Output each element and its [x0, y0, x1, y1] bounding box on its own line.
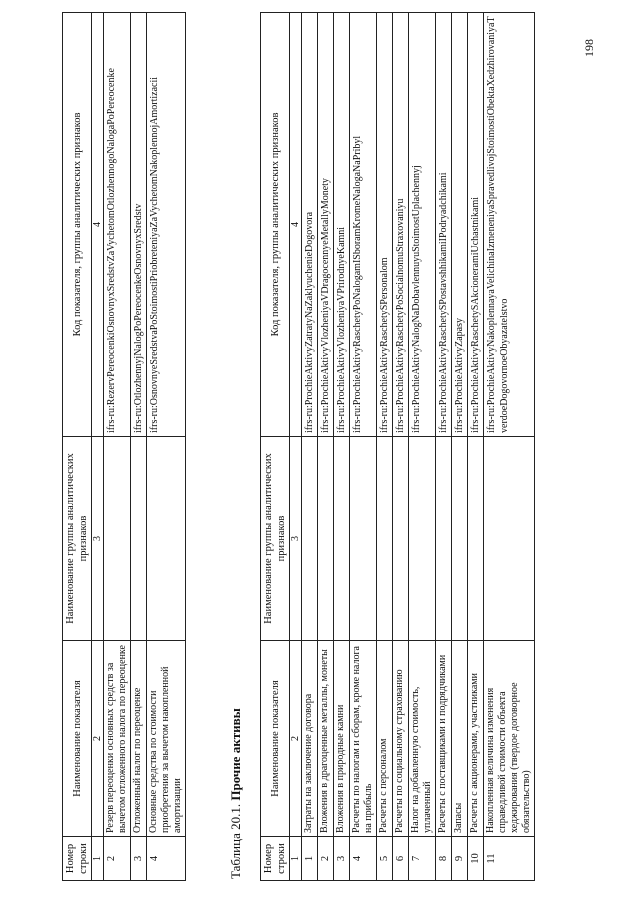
- header-row-number: Номер строки: [261, 837, 290, 881]
- indicator-name: Резерв переоценки основных средств за вычетом отложенного налога по переоценке: [104, 641, 131, 837]
- header-code: Код показателя, группы аналитических признаков: [63, 13, 92, 437]
- indicator-code: ifrs-ru:ProchieAktivyZatratyNaZaklyuchenieDogovora: [302, 13, 318, 437]
- header-indicator-name: Наименование показателя: [261, 641, 290, 837]
- header-group-name: Наименование группы аналитических признаков: [63, 437, 92, 641]
- row-number: 4: [350, 837, 377, 881]
- table-row: [147, 13, 186, 881]
- indicator-code: ifrs-ru:RezervPereocenkiOsnovnyxSredstvZaVychetomOtlozhennogoNalogaPoPereocenke: [104, 13, 131, 437]
- column-number: 1: [92, 837, 104, 881]
- indicator-name: Основные средства по стоимости приобретения за вычетом накопленной амортизации: [147, 641, 186, 837]
- table-row: [377, 13, 393, 881]
- group-name: [377, 437, 393, 641]
- column-number: 3: [92, 437, 104, 641]
- table-continuation: [62, 12, 186, 881]
- row-number: 1: [302, 837, 318, 881]
- indicator-code: ifrs-ru:ProchieAktivyZapasy: [452, 13, 468, 437]
- indicator-name: Запасы: [452, 641, 468, 837]
- column-number: 2: [92, 641, 104, 837]
- row-number: 4: [147, 837, 186, 881]
- indicator-code: ifrs-ru:ProchieAktivyVlozheniyaVPrirodnyeKamni: [334, 13, 350, 437]
- header-code: Код показателя, группы аналитических признаков: [261, 13, 290, 437]
- table-header-row: [63, 13, 92, 881]
- table-row: [409, 13, 436, 881]
- table-row: [436, 13, 452, 881]
- indicator-code: ifrs-ru:ProchieAktivyRaschetySPersonalom: [377, 13, 393, 437]
- indicator-name: Отложенный налог по переоценке: [131, 641, 147, 837]
- indicator-name: Вложения в драгоценные металлы, монеты: [318, 641, 334, 837]
- header-group-name: Наименование группы аналитических признаков: [261, 437, 290, 641]
- table-row: [302, 13, 318, 881]
- indicator-code: ifrs-ru:ProchieAktivyVlozheniyaVDragocennyeMetallyMonety: [318, 13, 334, 437]
- row-number: 3: [334, 837, 350, 881]
- indicator-name: Расчеты с акционерами, участниками: [468, 641, 484, 837]
- group-name: [436, 437, 452, 641]
- column-number: 4: [290, 13, 302, 437]
- row-number: 5: [377, 837, 393, 881]
- indicator-code: ifrs-ru:ProchieAktivyRaschetyPoSocialnomuStraxovaniyu: [393, 13, 409, 437]
- indicator-code: ifrs-ru:ProchieAktivyNalogNaDobavlennuyuStoimostUplachennyj: [409, 13, 436, 437]
- table-header-row: [261, 13, 290, 881]
- row-number: 9: [452, 837, 468, 881]
- page-number: 198: [582, 39, 596, 57]
- indicator-code: ifrs-ru:OsnovnyeSredstvaPoStoimostiPriobreteniyaZaVychetomNakoplennojAmortizacii: [147, 13, 186, 437]
- table-row: [350, 13, 377, 881]
- column-number: 2: [290, 641, 302, 837]
- indicator-code: ifrs-ru:ProchieAktivyRaschetySAkcioneramiUchastnikami: [468, 13, 484, 437]
- indicator-code: ifrs-ru:OtlozhennyjNalogPoPereocenkeOsnovnyxSredstv: [131, 13, 147, 437]
- column-number-row: [92, 13, 104, 881]
- table-other-assets: [260, 12, 535, 881]
- table-row: [484, 13, 535, 881]
- table-row: [393, 13, 409, 881]
- table-body: [302, 13, 535, 881]
- table-row: [468, 13, 484, 881]
- caption-title: Прочие активы: [228, 708, 243, 801]
- indicator-name: Расчеты с поставщиками и подрядчиками: [436, 641, 452, 837]
- header-indicator-name: Наименование показателя: [63, 641, 92, 837]
- row-number: 11: [484, 837, 535, 881]
- header-row-number: Номер строки: [63, 837, 92, 881]
- indicator-name: Расчеты по социальному страхованию: [393, 641, 409, 837]
- group-name: [302, 437, 318, 641]
- row-number: 3: [131, 837, 147, 881]
- indicator-code: ifrs-ru:ProchieAktivyRaschetyPoNalogamISboramKromeNalogaNaPribyl: [350, 13, 377, 437]
- group-name: [104, 437, 131, 641]
- indicator-name: Расчеты с персоналом: [377, 641, 393, 837]
- indicator-name: Расчеты по налогам и сборам, кроме налога на прибыль: [350, 641, 377, 837]
- row-number: 8: [436, 837, 452, 881]
- group-name: [468, 437, 484, 641]
- indicator-name: Вложения в природные камни: [334, 641, 350, 837]
- row-number: 2: [104, 837, 131, 881]
- table-row: [452, 13, 468, 881]
- group-name: [452, 437, 468, 641]
- table-row: [318, 13, 334, 881]
- caption-prefix: Таблица 20.1.: [228, 803, 243, 879]
- table-row: [334, 13, 350, 881]
- table-row: [131, 13, 147, 881]
- group-name: [318, 437, 334, 641]
- group-name: [393, 437, 409, 641]
- indicator-code: ifrs-ru:ProchieAktivyRaschetySPostavshhikamiIPodryadchikami: [436, 13, 452, 437]
- indicator-code: ifrs-ru:ProchieAktivyNakoplennayaVelichinaIzmeneniyaSpravedlivojStoimostiObektaXedzhirovaniyaTverdoeDogovornoeObyazatelstvo: [484, 13, 535, 437]
- column-number: 4: [92, 13, 104, 437]
- column-number: 1: [290, 837, 302, 881]
- group-name: [131, 437, 147, 641]
- row-number: 2: [318, 837, 334, 881]
- table-row: [104, 13, 131, 881]
- row-number: 10: [468, 837, 484, 881]
- table-caption: [228, 708, 244, 879]
- row-number: 6: [393, 837, 409, 881]
- indicator-name: Затраты на заключение договора: [302, 641, 318, 837]
- group-name: [350, 437, 377, 641]
- indicator-name: Налог на добавленную стоимость, уплаченный: [409, 641, 436, 837]
- group-name: [484, 437, 535, 641]
- group-name: [409, 437, 436, 641]
- indicator-name: Накопленная величина изменения справедливой стоимости объекта хеджирования (твердое договорное обязательство): [484, 641, 535, 837]
- row-number: 7: [409, 837, 436, 881]
- column-number-row: [290, 13, 302, 881]
- group-name: [147, 437, 186, 641]
- group-name: [334, 437, 350, 641]
- column-number: 3: [290, 437, 302, 641]
